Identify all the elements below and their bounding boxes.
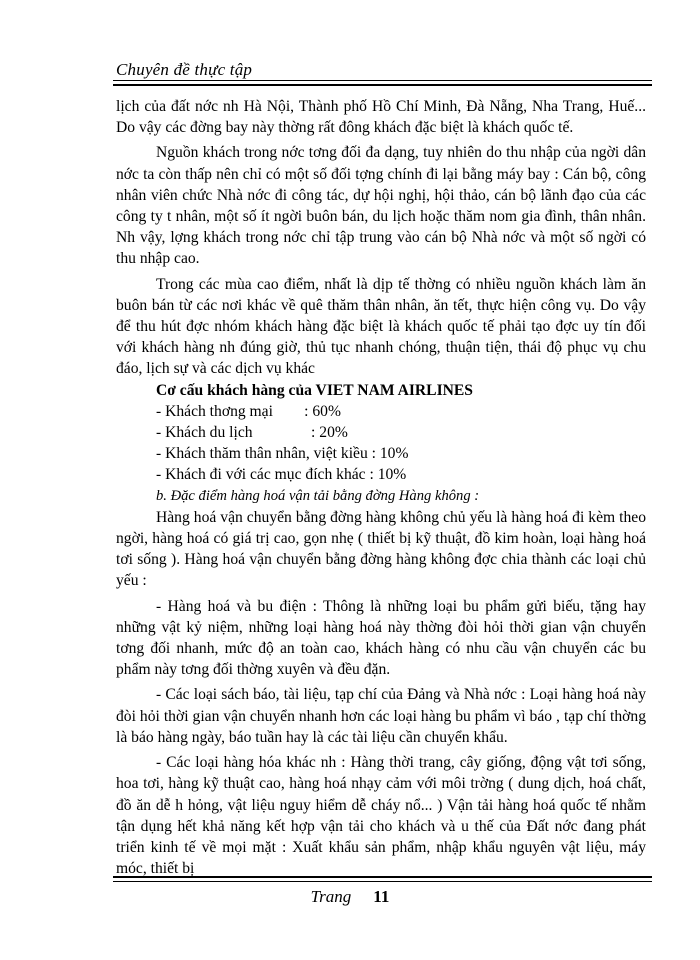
section-subheading: b. Đặc điểm hàng hoá vận tải bằng đờng Hàng không : bbox=[156, 487, 480, 504]
customer-share-item: - Khách du lịch : 20% bbox=[156, 424, 348, 442]
footer-rule-top bbox=[113, 876, 652, 878]
paragraph-cargo-overview: Hàng hoá vận chuyển bằng đờng hàng không chủ yếu là hàng hoá đi kèm theo ngời, hàng hoá có giá trị cao, gọn nhẹ ( thiết bị kỹ thuật, đồ kim hoàn, loại hàng hoá tơi sống ). Hàng hoá vận chuyển bằng đờng hàng không đợc chia thành các loại chủ yếu : bbox=[116, 508, 646, 590]
paragraph-continuation: lịch của đất nớc nh Hà Nội, Thành phố Hồ Chí Minh, Đà Nẵng, Nha Trang, Huế... Do vậy các đờng bay này thờng rất đông khách đặc biệt là khách quốc tế. bbox=[116, 98, 646, 137]
document-body bbox=[116, 96, 646, 879]
footer-rule-bottom bbox=[113, 881, 652, 882]
page-label: Trang bbox=[310, 887, 352, 906]
customer-share-item: - Khách thăm thân nhân, việt kiều : 10% bbox=[156, 445, 409, 463]
paragraph-other-goods: - Các loại hàng hóa khác nh : Hàng thời trang, cây giống, động vật tơi sống, hoa tơi, hàng kỹ thuật cao, hàng hoá nhạy cảm với môi trờng ( dung dịch, hoá chất, đồ ăn dễ h hỏng, vật liệu nguy hiểm dễ cháy nổ... ) Vận tải hàng hoá quốc tế nhằm tận dụng hết khả năng kết hợp vận tải cho khách và u thế của Đất nớc đang phát triển kinh tế về mọi mặt : Xuất khẩu sản phẩm, nhập khẩu nguyên vật liệu, máy móc, thiết bị bbox=[116, 754, 646, 878]
page-footer bbox=[0, 887, 700, 907]
customer-share-item: - Khách thơng mại : 60% bbox=[156, 402, 341, 420]
paragraph-peak-season: Trong các mùa cao điểm, nhất là dịp tế thờng có nhiều nguồn khách làm ăn buôn bán từ các nơi khác về quê thăm thân nhân, ăn tết, thực hiện công vụ. Do vậy để thu hút đợc nhóm khách hàng đặc biệt là khách quốc tế phải tạo đợc uy tín đối với khách hàng nh đúng giờ, thủ tục nhanh chóng, thuận tiện, thái độ phục vụ chu đáo, lịch sự và các dịch vụ khác bbox=[116, 275, 646, 378]
header-rule-bottom bbox=[113, 84, 652, 86]
header-rule-top bbox=[113, 80, 652, 81]
page-number: 11 bbox=[373, 887, 390, 906]
paragraph-postal-goods: - Hàng hoá và bu điện : Thông là những loại bu phẩm gửi biếu, tặng hay những vật kỷ niệm, những loại hàng hoá này thờng đòi hỏi thời gian vận chuyển tơng đối nhanh, mức độ an toàn cao, khách hàng có nhu cầu vận chuyển các bu phẩm này tơng đối thờng xuyên và đều đặn. bbox=[116, 597, 646, 679]
header-title: Chuyên đề thực tập bbox=[116, 60, 253, 79]
customer-share-item: - Khách đi với các mục đích khác : 10% bbox=[156, 466, 407, 484]
customer-structure-heading: Cơ cấu khách hàng của VIET NAM AIRLINES bbox=[156, 381, 473, 399]
paragraph-publications: - Các loại sách báo, tài liệu, tạp chí của Đảng và Nhà nớc : Loại hàng hoá này đòi hỏi thời gian vận chuyển nhanh hơn các loại hàng bu phẩm vì báo , tạp chí thờng là báo hàng ngày, báo tuần hay là các tài liệu cần chuyển khẩu. bbox=[116, 686, 646, 746]
paragraph-domestic-customers: Nguồn khách trong nớc tơng đối đa dạng, tuy nhiên do thu nhập của ngời dân nớc ta còn thấp nên chỉ có một số đối tợng chính đi lại bằng máy bay : Cán bộ, công nhân viên chức Nhà nớc đi công tác, dự hội nghị, hội thảo, cán bộ lãnh đạo của các công ty t nhân, một số ít ngời buôn bán, du lịch hoặc thăm nom gia đình, thân nhân. Nh vậy, lợng khách trong nớc chỉ tập trung vào cán bộ Nhà nớc và một số ngời có thu nhập cao. bbox=[116, 144, 646, 268]
